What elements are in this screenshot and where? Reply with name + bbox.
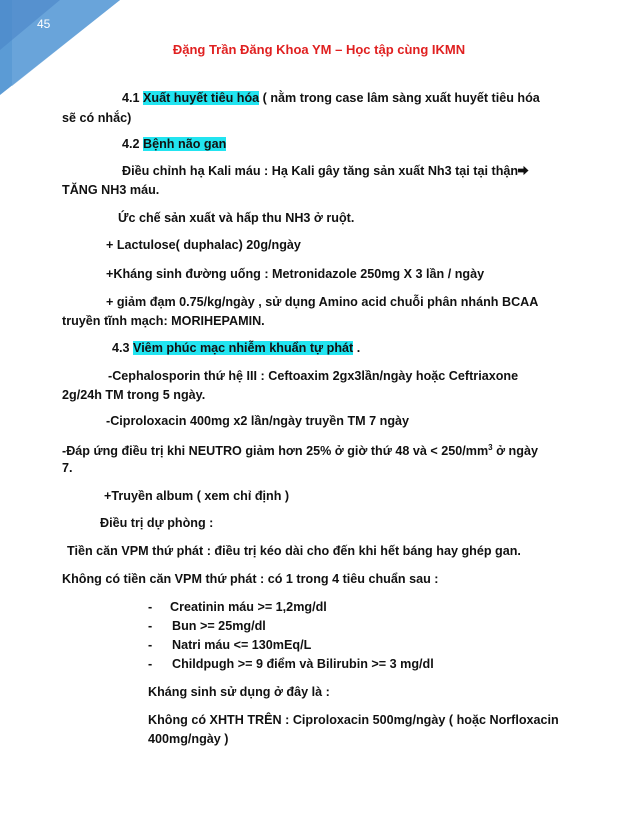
cipro-line: -Ciproloxacin 400mg x2 lần/ngày truyền TM 7 ngày xyxy=(106,414,410,428)
giam-dam-line: + giảm đạm 0.75/kg/ngày , sử dụng Amino acid chuỗi phân nhánh BCAA xyxy=(106,295,539,309)
lactulose-line: + Lactulose( duphalac) 20g/ngày xyxy=(106,238,301,252)
right-arrow-icon xyxy=(518,165,529,176)
section-4-1-cont: sẽ có nhắc) xyxy=(62,111,132,125)
dap-ung-line-cont: 7. xyxy=(62,461,73,475)
section-heading-highlight: Xuất huyết tiêu hóa xyxy=(143,91,260,105)
dap-ung-text: -Đáp ứng điều trị khi NEUTRO giảm hơn 25% ở giờ thứ 48 và < 250/mm xyxy=(62,444,489,459)
list-dash: - xyxy=(148,657,153,671)
section-number: 4.3 xyxy=(112,341,134,355)
section-4-2 xyxy=(122,136,226,152)
criteria-text: Bun >= 25mg/dl xyxy=(172,619,266,633)
list-dash: - xyxy=(148,638,153,652)
section-note: . xyxy=(353,341,361,355)
dap-ung-text-end: ở ngày xyxy=(492,444,538,459)
section-note: ( nằm trong case lâm sàng xuất huyết tiêu hóa xyxy=(259,91,540,105)
superscript: 3 xyxy=(488,443,493,452)
section-heading-highlight: Viêm phúc mạc nhiễm khuẩn tự phát xyxy=(133,341,354,355)
kali-line xyxy=(122,163,529,179)
criteria-text: Creatinin máu >= 1,2mg/dl xyxy=(170,600,327,614)
page-number: 45 xyxy=(37,17,51,31)
ks-su-dung-line: Kháng sinh sử dụng ở đây là : xyxy=(148,685,330,699)
section-4-3 xyxy=(112,340,360,356)
criteria-text: Childpugh >= 9 điểm và Bilirubin >= 3 mg/dl xyxy=(172,657,434,671)
section-number: 4.1 xyxy=(122,91,144,105)
kali-text: Điều chỉnh hạ Kali máu : Hạ Kali gây tăng sản xuất Nh3 tại tại thận xyxy=(122,164,519,178)
criteria-item xyxy=(148,656,434,672)
criteria-text: Natri máu <= 130mEq/L xyxy=(172,638,312,652)
list-dash: - xyxy=(148,600,153,614)
uc-che-line: Ức chế sản xuất và hấp thu NH3 ở ruột. xyxy=(118,211,355,225)
khong-xhth-line: Không có XHTH TRÊN : Ciproloxacin 500mg/ngày ( hoặc Norfloxacin xyxy=(148,713,559,727)
page-header: Đặng Trần Đăng Khoa YM – Học tập cùng IKMN xyxy=(172,42,466,57)
criteria-item xyxy=(148,637,312,653)
criteria-item xyxy=(148,599,327,615)
list-dash: - xyxy=(148,619,153,633)
kali-line-cont: TĂNG NH3 máu. xyxy=(62,183,160,197)
section-heading-highlight: Bệnh não gan xyxy=(143,137,227,151)
section-4-1 xyxy=(122,90,540,106)
cepha-line: -Cephalosporin thứ hệ III : Ceftoaxim 2gx3lần/ngày hoặc Ceftriaxone xyxy=(108,369,519,383)
dap-ung-line xyxy=(62,440,538,459)
khong-tien-can-line: Không có tiền căn VPM thứ phát : có 1 trong 4 tiêu chuẩn sau : xyxy=(62,572,439,586)
du-phong-line: Điều trị dự phòng : xyxy=(100,516,214,530)
section-number: 4.2 xyxy=(122,137,144,151)
khong-xhth-line-cont: 400mg/ngày ) xyxy=(148,732,229,746)
giam-dam-line-cont: truyền tĩnh mạch: MORIHEPAMIN. xyxy=(62,314,265,328)
co-tien-can-line: Tiền căn VPM thứ phát : điều trị kéo dài cho đến khi hết báng hay ghép gan. xyxy=(67,544,521,558)
criteria-item xyxy=(148,618,266,634)
khang-sinh-line: +Kháng sinh đường uống : Metronidazole 250mg X 3 lần / ngày xyxy=(106,267,485,281)
truyen-album-line: +Truyền album ( xem chỉ định ) xyxy=(104,489,290,503)
cepha-line-cont: 2g/24h TM trong 5 ngày. xyxy=(62,388,206,402)
